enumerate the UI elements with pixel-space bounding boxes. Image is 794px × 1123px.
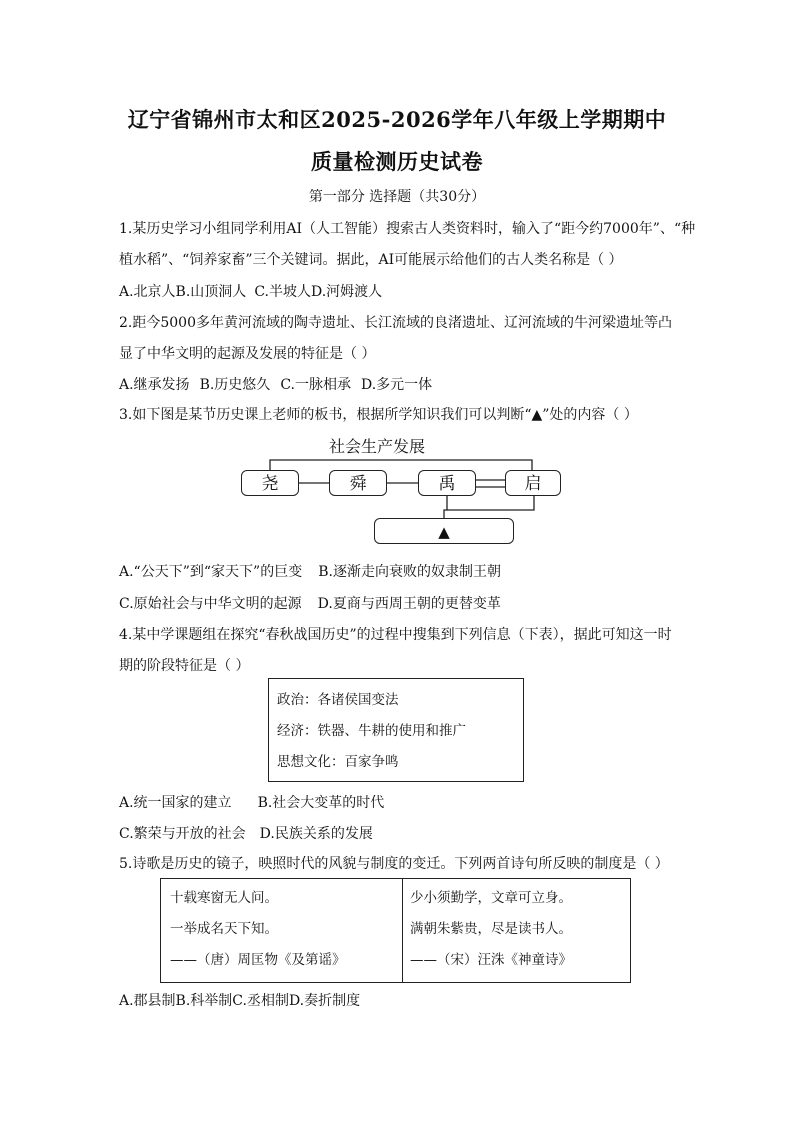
q4-info-economy: 经济：铁器、牛耕的使用和推广	[277, 723, 466, 739]
q2-option-d: D.多元一体	[360, 377, 433, 393]
section-heading: 第一部分 选择题（共30分）	[308, 189, 486, 205]
q3-option-c: C.原始社会与中华文明的起源	[119, 596, 302, 612]
poem-left-cell	[161, 879, 403, 982]
q3-options-row2	[119, 593, 501, 613]
q3-option-d: D.夏商与西周王朝的更替变革	[317, 596, 501, 612]
q4-option-d: D.民族关系的发展	[259, 826, 373, 842]
poem-left-line2: 一举成名天下知。	[170, 921, 278, 937]
q4-options-row2	[119, 823, 373, 843]
q2-options	[119, 374, 432, 394]
q1-stem-line1: 1.某历史学习小组同学利用AI（人工智能）搜索古人类资料时，输入了“距今约7000年”、“种	[119, 221, 696, 237]
q2-option-a: A.继承发扬	[119, 377, 190, 393]
q1-stem-line2: 植水稻”、“饲养家畜”三个关键词。据此，AI可能展示给他们的古人类名称是（ ）	[119, 252, 623, 268]
diagram-box-yu: 禹	[418, 470, 476, 496]
q4-info-politics: 政治：各诸侯国变法	[277, 692, 399, 708]
diagram-box-yao: 尧	[241, 470, 299, 496]
diagram-box-qi: 启	[505, 470, 561, 496]
diagram-box-shun: 舜	[329, 470, 387, 496]
diagram-title: 社会生产发展	[328, 437, 425, 456]
q4-info-culture: 思想文化：百家争鸣	[277, 754, 399, 770]
exam-title-line2: 质量检测历史试卷	[311, 149, 483, 174]
q3-option-b: B.逐渐走向衰败的奴隶制王朝	[318, 564, 501, 580]
q4-stem-line1: 4.某中学课题组在探究“春秋战国历史”的过程中搜集到下列信息（下表），据此可知这一时	[119, 627, 672, 643]
q3-options-row1	[119, 561, 501, 581]
exam-title-line1: 辽宁省锦州市太和区2025-2026学年八年级上学期期中	[127, 107, 667, 132]
poem-right-source: ——（宋）汪洙《神童诗》	[410, 952, 572, 968]
q4-stem-line2: 期的阶段特征是（ ）	[119, 658, 250, 674]
q1-options	[119, 281, 382, 301]
q3-stem: 3.如下图是某节历史课上老师的板书，根据所学知识我们可以判断“▲”处的内容（ ）	[119, 407, 638, 423]
blackboard-diagram	[240, 432, 542, 546]
q2-option-c: C.一脉相承	[280, 377, 351, 393]
q3-option-a: A.“公天下”到“家天下”的巨变	[119, 564, 303, 580]
q5-stem: 5.诗歌是历史的镜子，映照时代的风貌与制度的变迁。下列两首诗句所反映的制度是（ ）	[119, 856, 669, 872]
q2-stem-line2: 显了中华文明的起源及发展的特征是（ ）	[119, 346, 376, 362]
q2-stem-line1: 2.距今5000多年黄河流域的陶寺遗址、长江流域的良渚遗址、辽河流域的牛河梁遗址等凸	[119, 315, 672, 331]
poem-left-source: ——（唐）周匡物《及第谣》	[170, 952, 346, 968]
q2-option-b: B.历史悠久	[199, 377, 271, 393]
q4-options-row1	[119, 792, 384, 812]
diagram-box-triangle: ▲	[374, 518, 514, 544]
poem-right-line2: 满朝朱紫贵，尽是读书人。	[410, 921, 572, 937]
q4-option-b: B.社会大变革的时代	[257, 795, 385, 811]
q5-poem-table	[160, 878, 631, 983]
poem-right-line1: 少小须勤学，文章可立身。	[410, 890, 572, 906]
q4-option-c: C.繁荣与开放的社会	[119, 826, 246, 842]
q4-option-a: A.统一国家的建立	[119, 795, 232, 811]
poem-left-line1: 十载寒窗无人问。	[170, 890, 278, 906]
poem-right-cell	[403, 879, 630, 982]
q1-option-cd: C.半坡人D.河姆渡人	[254, 284, 383, 300]
q5-options: A.郡县制B.科举制C.丞相制D.奏折制度	[119, 993, 361, 1009]
q1-option-ab: A.北京人B.山顶洞人	[119, 284, 247, 300]
q4-info-table	[268, 678, 524, 782]
